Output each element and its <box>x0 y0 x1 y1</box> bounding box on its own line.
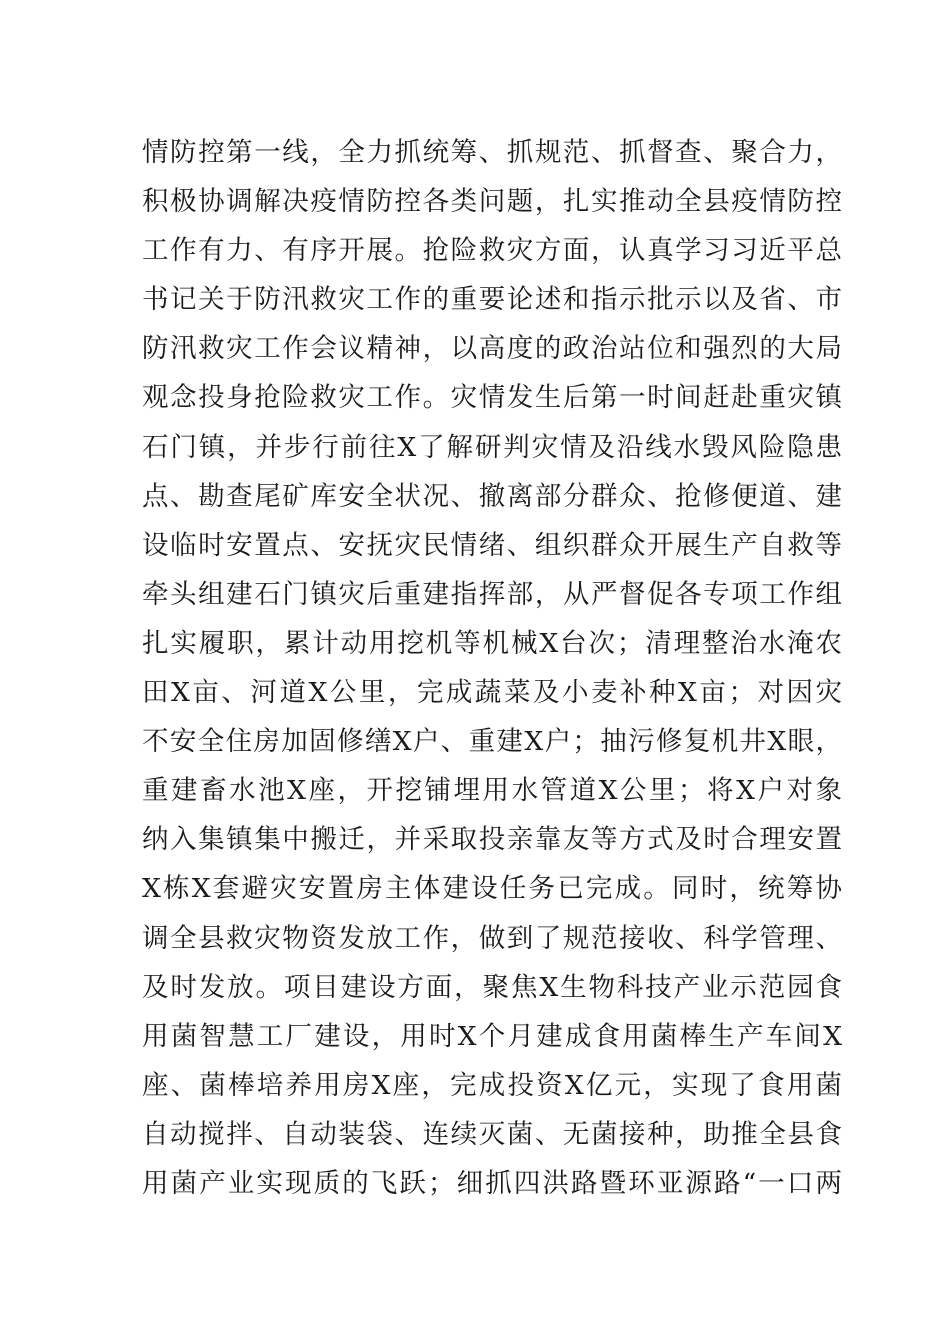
text-line-3: 工作有力、有序开展。抢险救灾方面，认真学习习近平总 <box>142 235 842 267</box>
text-line-2: 积极协调解决疫情防控各类问题，扎实推动全县疫情防控 <box>142 186 842 218</box>
text-line-19: 用菌智慧工厂建设，用时X个月建成食用菌棒生产车间X <box>142 1020 842 1052</box>
text-line-15: 纳入集镇集中搬迁，并采取投亲靠友等方式及时合理安置 <box>142 824 842 856</box>
text-line-14: 重建畜水池X座，开挖铺埋用水管道X公里；将X户对象 <box>142 775 842 807</box>
text-line-20: 座、菌棒培养用房X座，完成投资X亿元，实现了食用菌 <box>142 1069 842 1101</box>
text-line-13: 不安全住房加固修缮X户、重建X户；抽污修复机井X眼， <box>142 726 842 758</box>
body-paragraph <box>142 128 842 1208</box>
text-line-16: X栋X套避灾安置房主体建设任务已完成。同时，统筹协 <box>142 873 842 905</box>
text-line-9: 设临时安置点、安抚灾民情绪、组织群众开展生产自救等 <box>142 529 842 561</box>
text-line-17: 调全县救灾物资发放工作，做到了规范接收、科学管理、 <box>142 922 842 954</box>
text-line-6: 观念投身抢险救灾工作。灾情发生后第一时间赶赴重灾镇 <box>142 382 842 414</box>
text-line-8: 点、勘查尾矿库安全状况、撤离部分群众、抢修便道、建 <box>142 480 842 512</box>
text-line-22: 用菌产业实现质的飞跃；细抓四洪路暨环亚源路“一口两 <box>142 1167 842 1199</box>
text-line-12: 田X亩、河道X公里，完成蔬菜及小麦补种X亩；对因灾 <box>142 677 842 709</box>
text-line-7: 石门镇，并步行前往X了解研判灾情及沿线水毁风险隐患 <box>142 431 842 463</box>
text-line-5: 防汛救灾工作会议精神，以高度的政治站位和强烈的大局 <box>142 333 842 365</box>
text-line-10: 牵头组建石门镇灾后重建指挥部，从严督促各专项工作组 <box>142 578 842 610</box>
text-line-4: 书记关于防汛救灾工作的重要论述和指示批示以及省、市 <box>142 284 842 316</box>
text-line-1: 情防控第一线，全力抓统筹、抓规范、抓督查、聚合力， <box>142 137 842 168</box>
text-line-18: 及时发放。项目建设方面，聚焦X生物科技产业示范园食 <box>142 971 842 1003</box>
text-line-11: 扎实履职，累计动用挖机等机械X台次；清理整治水淹农 <box>142 627 842 659</box>
text-line-21: 自动搅拌、自动装袋、连续灭菌、无菌接种，助推全县食 <box>142 1118 842 1150</box>
